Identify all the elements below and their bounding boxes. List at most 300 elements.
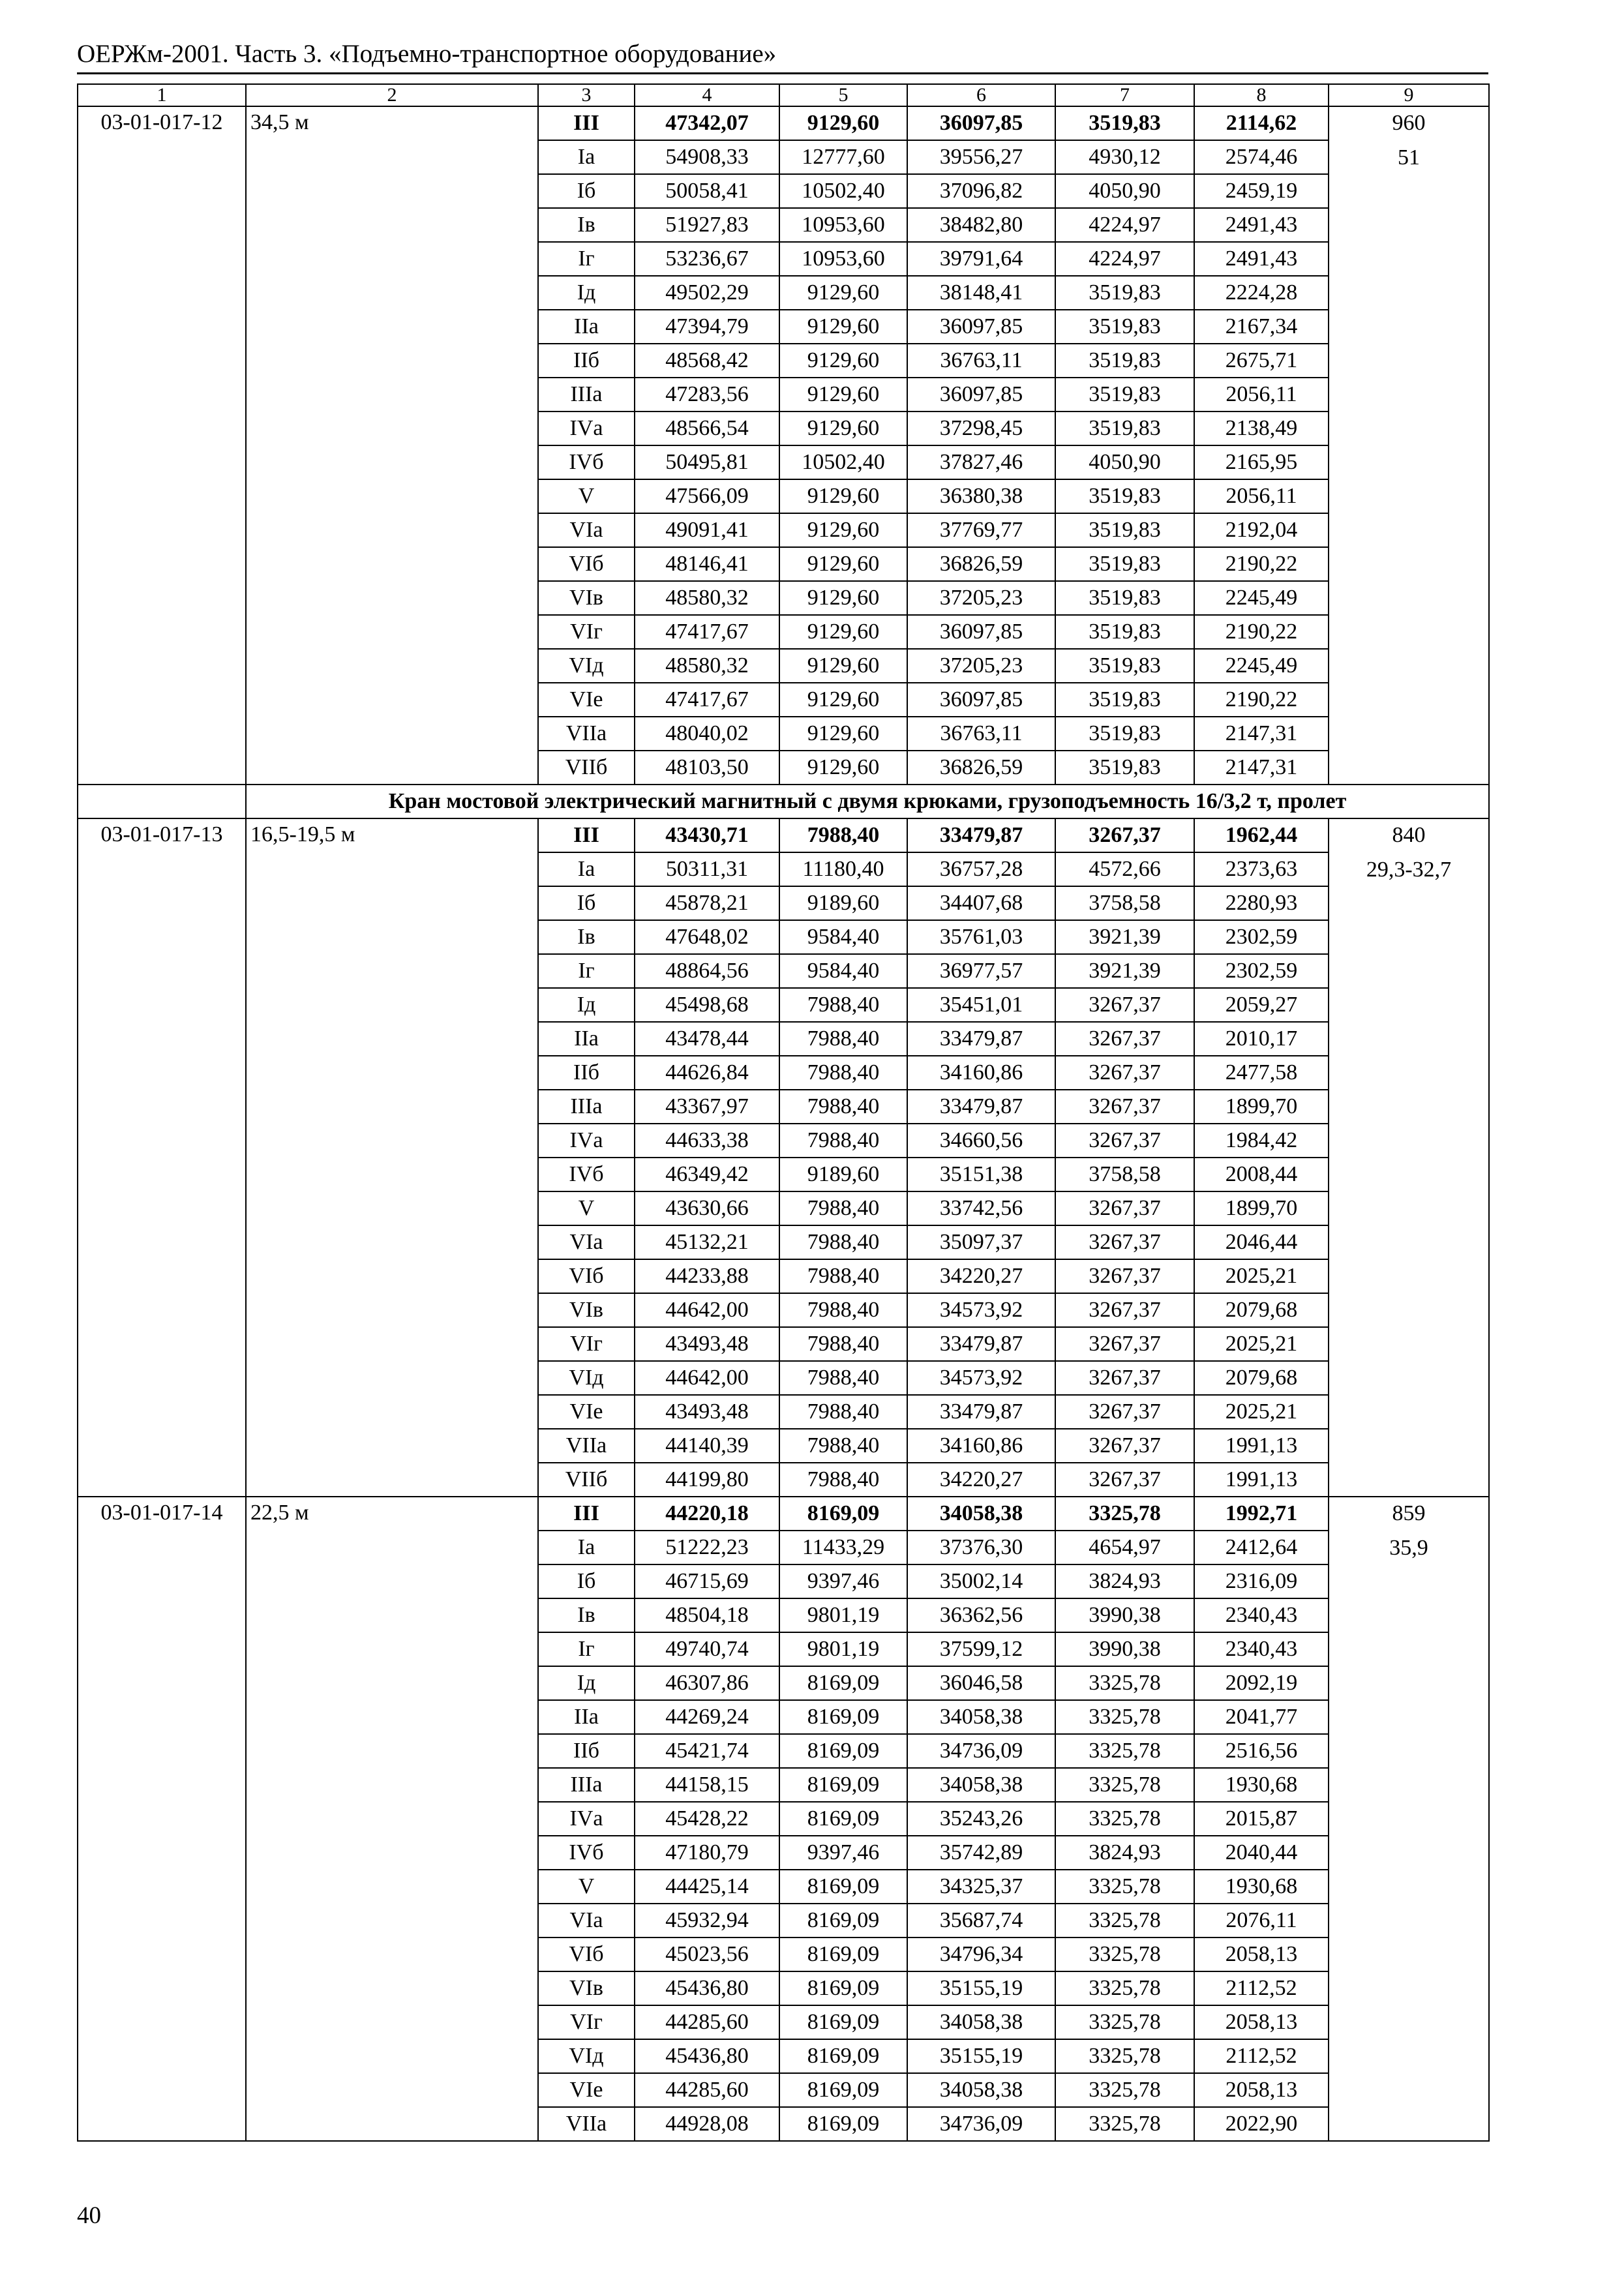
- region-category: Iа: [538, 852, 635, 886]
- cost-value: 4224,97: [1055, 242, 1194, 276]
- column-number: 2: [246, 84, 538, 106]
- region-category: III: [538, 106, 635, 140]
- cost-value: 34325,37: [907, 1870, 1055, 1904]
- cost-value: 3325,78: [1055, 1937, 1194, 1971]
- region-category: Iг: [538, 242, 635, 276]
- section-title: Кран мостовой электрический магнитный с двумя крюками, грузоподъемность 16/3,2 т, пролет: [246, 785, 1489, 818]
- cost-value: 47566,09: [635, 479, 779, 513]
- cost-value: 3519,83: [1055, 310, 1194, 344]
- cost-value: 48040,02: [635, 717, 779, 751]
- section-title-cell-blank: [78, 785, 246, 818]
- cost-value: 3267,37: [1055, 1293, 1194, 1327]
- cost-value: 3267,37: [1055, 818, 1194, 852]
- cost-value: 7988,40: [779, 1090, 907, 1124]
- cost-value: 35243,26: [907, 1802, 1055, 1836]
- region-category: IVб: [538, 1158, 635, 1191]
- cost-value: 45132,21: [635, 1225, 779, 1259]
- region-category: III: [538, 1497, 635, 1531]
- cost-value: 3921,39: [1055, 954, 1194, 988]
- cost-value: 46715,69: [635, 1564, 779, 1598]
- cost-value: 33742,56: [907, 1191, 1055, 1225]
- region-category: VIв: [538, 581, 635, 615]
- cost-value: 9129,60: [779, 717, 907, 751]
- cost-value: 2459,19: [1194, 174, 1329, 208]
- region-category: VIб: [538, 1937, 635, 1971]
- cost-value: 9129,60: [779, 276, 907, 310]
- cost-value: 44220,18: [635, 1497, 779, 1531]
- cost-value: 33479,87: [907, 818, 1055, 852]
- cost-value: 3519,83: [1055, 649, 1194, 683]
- cost-value: 45436,80: [635, 1971, 779, 2005]
- cost-value: 43493,48: [635, 1327, 779, 1361]
- cost-value: 7988,40: [779, 1225, 907, 1259]
- cost-value: 2477,58: [1194, 1056, 1329, 1090]
- cost-value: 9189,60: [779, 886, 907, 920]
- region-category: IIIа: [538, 378, 635, 411]
- cost-value: 36763,11: [907, 717, 1055, 751]
- table-row: [78, 1497, 1489, 1531]
- cost-value: 2574,46: [1194, 140, 1329, 174]
- cost-value: 33479,87: [907, 1022, 1055, 1056]
- cost-value: 1991,13: [1194, 1429, 1329, 1463]
- cost-value: 2302,59: [1194, 954, 1329, 988]
- price-table: [77, 83, 1490, 2142]
- cost-value: 3519,83: [1055, 581, 1194, 615]
- cost-value: 1984,42: [1194, 1124, 1329, 1158]
- region-category: VIа: [538, 513, 635, 547]
- cost-value: 7988,40: [779, 1124, 907, 1158]
- cost-value: 3267,37: [1055, 1429, 1194, 1463]
- region-category: Iв: [538, 1598, 635, 1632]
- cost-value: 3325,78: [1055, 2107, 1194, 2141]
- cost-value: 36362,56: [907, 1598, 1055, 1632]
- cost-value: 3519,83: [1055, 411, 1194, 445]
- cost-value: 2491,43: [1194, 208, 1329, 242]
- region-category: IIб: [538, 1734, 635, 1768]
- cost-value: 43367,97: [635, 1090, 779, 1124]
- cost-value: 11180,40: [779, 852, 907, 886]
- cost-value: 2079,68: [1194, 1361, 1329, 1395]
- cost-value: 3267,37: [1055, 1463, 1194, 1497]
- cost-value: 2040,44: [1194, 1836, 1329, 1870]
- cost-value: 2316,09: [1194, 1564, 1329, 1598]
- region-category: IIа: [538, 310, 635, 344]
- cost-value: 9801,19: [779, 1632, 907, 1666]
- cost-value: 3325,78: [1055, 1870, 1194, 1904]
- column-number: 8: [1194, 84, 1329, 106]
- cost-value: 34160,86: [907, 1056, 1055, 1090]
- cost-value: 4654,97: [1055, 1531, 1194, 1564]
- cost-value: 2025,21: [1194, 1259, 1329, 1293]
- cost-value: 3325,78: [1055, 1497, 1194, 1531]
- cost-value: 43430,71: [635, 818, 779, 852]
- cost-value: 8169,09: [779, 1937, 907, 1971]
- cost-value: 9584,40: [779, 920, 907, 954]
- cost-value: 47417,67: [635, 615, 779, 649]
- cost-value: 43478,44: [635, 1022, 779, 1056]
- rate-code: 03-01-017-13: [78, 818, 246, 1497]
- cost-value: 1930,68: [1194, 1768, 1329, 1802]
- region-category: Iа: [538, 1531, 635, 1564]
- cost-value: 1930,68: [1194, 1870, 1329, 1904]
- cost-value: 37205,23: [907, 581, 1055, 615]
- cost-value: 2010,17: [1194, 1022, 1329, 1056]
- cost-value: 3519,83: [1055, 378, 1194, 411]
- cost-value: 3267,37: [1055, 1056, 1194, 1090]
- cost-value: 2008,44: [1194, 1158, 1329, 1191]
- region-category: IVа: [538, 411, 635, 445]
- region-category: IIIа: [538, 1090, 635, 1124]
- cost-value: 9129,60: [779, 547, 907, 581]
- cost-value: 36097,85: [907, 310, 1055, 344]
- region-category: VIд: [538, 1361, 635, 1395]
- cost-value: 47180,79: [635, 1836, 779, 1870]
- cost-value: 34160,86: [907, 1429, 1055, 1463]
- cost-value: 34058,38: [907, 1700, 1055, 1734]
- cost-value: 3325,78: [1055, 1971, 1194, 2005]
- cost-value: 2190,22: [1194, 547, 1329, 581]
- cost-value: 2056,11: [1194, 378, 1329, 411]
- cost-value: 9129,60: [779, 106, 907, 140]
- cost-value: 3267,37: [1055, 1022, 1194, 1056]
- region-category: Iб: [538, 1564, 635, 1598]
- cost-value: 2190,22: [1194, 615, 1329, 649]
- region-category: VIг: [538, 2005, 635, 2039]
- cost-value: 3325,78: [1055, 1666, 1194, 1700]
- cost-value: 2340,43: [1194, 1632, 1329, 1666]
- cost-value: 3519,83: [1055, 751, 1194, 785]
- cost-value: 12777,60: [779, 140, 907, 174]
- cost-value: 4050,90: [1055, 174, 1194, 208]
- cost-value: 44626,84: [635, 1056, 779, 1090]
- cost-value: 9129,60: [779, 411, 907, 445]
- column-number: 7: [1055, 84, 1194, 106]
- region-category: VIIа: [538, 1429, 635, 1463]
- cost-value: 47342,07: [635, 106, 779, 140]
- span-value: 16,5-19,5 м: [246, 818, 538, 1497]
- cost-value: 4050,90: [1055, 445, 1194, 479]
- region-category: VIе: [538, 683, 635, 717]
- cost-value: 8169,09: [779, 1666, 907, 1700]
- cost-value: 48566,54: [635, 411, 779, 445]
- cost-value: 37205,23: [907, 649, 1055, 683]
- column-9-values: [1329, 1497, 1489, 2141]
- cost-value: 35761,03: [907, 920, 1055, 954]
- cost-value: 1992,71: [1194, 1497, 1329, 1531]
- span-value: 34,5 м: [246, 106, 538, 785]
- cost-value: 3519,83: [1055, 717, 1194, 751]
- cost-value: 2491,43: [1194, 242, 1329, 276]
- cost-value: 47283,56: [635, 378, 779, 411]
- cost-value: 1991,13: [1194, 1463, 1329, 1497]
- cost-value: 8169,09: [779, 1497, 907, 1531]
- region-category: IVб: [538, 1836, 635, 1870]
- cost-value: 34220,27: [907, 1463, 1055, 1497]
- region-category: VIIб: [538, 751, 635, 785]
- cost-value: 36826,59: [907, 751, 1055, 785]
- cost-value: 39791,64: [907, 242, 1055, 276]
- cost-value: 9129,60: [779, 683, 907, 717]
- cost-value: 47648,02: [635, 920, 779, 954]
- column-number: 4: [635, 84, 779, 106]
- column-9-value: 51: [1398, 145, 1420, 170]
- region-category: Iв: [538, 920, 635, 954]
- section-title-row: [78, 785, 1489, 818]
- cost-value: 33479,87: [907, 1090, 1055, 1124]
- cost-value: 7988,40: [779, 1056, 907, 1090]
- cost-value: 45878,21: [635, 886, 779, 920]
- cost-value: 37298,45: [907, 411, 1055, 445]
- cost-value: 45421,74: [635, 1734, 779, 1768]
- cost-value: 46307,86: [635, 1666, 779, 1700]
- region-category: VIг: [538, 1327, 635, 1361]
- cost-value: 2280,93: [1194, 886, 1329, 920]
- cost-value: 34660,56: [907, 1124, 1055, 1158]
- cost-value: 50495,81: [635, 445, 779, 479]
- cost-value: 44285,60: [635, 2073, 779, 2107]
- region-category: IIб: [538, 1056, 635, 1090]
- cost-value: 3325,78: [1055, 2073, 1194, 2107]
- cost-value: 9801,19: [779, 1598, 907, 1632]
- cost-value: 3519,83: [1055, 615, 1194, 649]
- region-category: IIIа: [538, 1768, 635, 1802]
- cost-value: 7988,40: [779, 1361, 907, 1395]
- cost-value: 2058,13: [1194, 2005, 1329, 2039]
- cost-value: 2192,04: [1194, 513, 1329, 547]
- cost-value: 10502,40: [779, 174, 907, 208]
- cost-value: 38148,41: [907, 276, 1055, 310]
- cost-value: 48580,32: [635, 581, 779, 615]
- column-9-value: 35,9: [1389, 1536, 1428, 1560]
- cost-value: 9397,46: [779, 1836, 907, 1870]
- cost-value: 2058,13: [1194, 2073, 1329, 2107]
- cost-value: 37376,30: [907, 1531, 1055, 1564]
- cost-value: 36097,85: [907, 683, 1055, 717]
- region-category: VIв: [538, 1293, 635, 1327]
- cost-value: 3267,37: [1055, 988, 1194, 1022]
- cost-value: 3921,39: [1055, 920, 1194, 954]
- cost-value: 8169,09: [779, 1802, 907, 1836]
- column-number: 9: [1329, 84, 1489, 106]
- cost-value: 8169,09: [779, 2005, 907, 2039]
- cost-value: 44269,24: [635, 1700, 779, 1734]
- cost-value: 48103,50: [635, 751, 779, 785]
- cost-value: 8169,09: [779, 1904, 907, 1937]
- cost-value: 3325,78: [1055, 2005, 1194, 2039]
- cost-value: 2147,31: [1194, 717, 1329, 751]
- region-category: VIб: [538, 1259, 635, 1293]
- cost-value: 48504,18: [635, 1598, 779, 1632]
- cost-value: 8169,09: [779, 1768, 907, 1802]
- cost-value: 8169,09: [779, 1971, 907, 2005]
- cost-value: 3990,38: [1055, 1598, 1194, 1632]
- cost-value: 3824,93: [1055, 1836, 1194, 1870]
- cost-value: 34796,34: [907, 1937, 1055, 1971]
- column-9-value: 859: [1392, 1501, 1426, 1525]
- cost-value: 35451,01: [907, 988, 1055, 1022]
- cost-value: 2056,11: [1194, 479, 1329, 513]
- cost-value: 2224,28: [1194, 276, 1329, 310]
- cost-value: 44633,38: [635, 1124, 779, 1158]
- cost-value: 35002,14: [907, 1564, 1055, 1598]
- cost-value: 3325,78: [1055, 1802, 1194, 1836]
- cost-value: 4930,12: [1055, 140, 1194, 174]
- column-number: 1: [78, 84, 246, 106]
- cost-value: 2516,56: [1194, 1734, 1329, 1768]
- cost-value: 2114,62: [1194, 106, 1329, 140]
- cost-value: 8169,09: [779, 2107, 907, 2141]
- region-category: VIб: [538, 547, 635, 581]
- cost-value: 37769,77: [907, 513, 1055, 547]
- cost-value: 34736,09: [907, 1734, 1055, 1768]
- cost-value: 2138,49: [1194, 411, 1329, 445]
- cost-value: 7988,40: [779, 1395, 907, 1429]
- cost-value: 9397,46: [779, 1564, 907, 1598]
- span-value: 22,5 м: [246, 1497, 538, 2141]
- cost-value: 44928,08: [635, 2107, 779, 2141]
- region-category: Iд: [538, 276, 635, 310]
- cost-value: 36757,28: [907, 852, 1055, 886]
- cost-value: 2046,44: [1194, 1225, 1329, 1259]
- cost-value: 8169,09: [779, 1870, 907, 1904]
- cost-value: 1899,70: [1194, 1090, 1329, 1124]
- cost-value: 3519,83: [1055, 683, 1194, 717]
- cost-value: 2302,59: [1194, 920, 1329, 954]
- cost-value: 44642,00: [635, 1293, 779, 1327]
- cost-value: 3824,93: [1055, 1564, 1194, 1598]
- cost-value: 35155,19: [907, 2039, 1055, 2073]
- cost-value: 9129,60: [779, 479, 907, 513]
- cost-value: 2041,77: [1194, 1700, 1329, 1734]
- column-number: 6: [907, 84, 1055, 106]
- cost-value: 34058,38: [907, 1497, 1055, 1531]
- header-rule: [77, 72, 1488, 74]
- cost-value: 3267,37: [1055, 1259, 1194, 1293]
- cost-value: 10953,60: [779, 242, 907, 276]
- column-9-value: 29,3-32,7: [1366, 858, 1452, 882]
- cost-value: 2412,64: [1194, 1531, 1329, 1564]
- cost-value: 43630,66: [635, 1191, 779, 1225]
- cost-value: 44158,15: [635, 1768, 779, 1802]
- region-category: IIа: [538, 1700, 635, 1734]
- cost-value: 36046,58: [907, 1666, 1055, 1700]
- cost-value: 46349,42: [635, 1158, 779, 1191]
- cost-value: 45428,22: [635, 1802, 779, 1836]
- column-9-values: [1329, 818, 1489, 1497]
- cost-value: 9129,60: [779, 649, 907, 683]
- cost-value: 7988,40: [779, 988, 907, 1022]
- cost-value: 44425,14: [635, 1870, 779, 1904]
- cost-value: 34573,92: [907, 1293, 1055, 1327]
- cost-value: 3519,83: [1055, 276, 1194, 310]
- cost-value: 9129,60: [779, 513, 907, 547]
- cost-value: 3758,58: [1055, 886, 1194, 920]
- region-category: Iг: [538, 1632, 635, 1666]
- cost-value: 44140,39: [635, 1429, 779, 1463]
- cost-value: 9129,60: [779, 615, 907, 649]
- column-9-value: 960: [1392, 111, 1426, 135]
- cost-value: 37827,46: [907, 445, 1055, 479]
- cost-value: 9129,60: [779, 344, 907, 378]
- cost-value: 7988,40: [779, 1293, 907, 1327]
- region-category: Iа: [538, 140, 635, 174]
- cost-value: 36763,11: [907, 344, 1055, 378]
- cost-value: 9584,40: [779, 954, 907, 988]
- cost-value: 2025,21: [1194, 1327, 1329, 1361]
- cost-value: 47394,79: [635, 310, 779, 344]
- cost-value: 33479,87: [907, 1395, 1055, 1429]
- cost-value: 44233,88: [635, 1259, 779, 1293]
- column-9-values: [1329, 106, 1489, 785]
- cost-value: 3267,37: [1055, 1361, 1194, 1395]
- cost-value: 48580,32: [635, 649, 779, 683]
- cost-value: 34220,27: [907, 1259, 1055, 1293]
- cost-value: 44285,60: [635, 2005, 779, 2039]
- cost-value: 2058,13: [1194, 1937, 1329, 1971]
- cost-value: 7988,40: [779, 1259, 907, 1293]
- cost-value: 3325,78: [1055, 1734, 1194, 1768]
- cost-value: 2112,52: [1194, 2039, 1329, 2073]
- cost-value: 35687,74: [907, 1904, 1055, 1937]
- cost-value: 45023,56: [635, 1937, 779, 1971]
- cost-value: 39556,27: [907, 140, 1055, 174]
- cost-value: 35742,89: [907, 1836, 1055, 1870]
- region-category: Iб: [538, 174, 635, 208]
- cost-value: 3519,83: [1055, 479, 1194, 513]
- cost-value: 34058,38: [907, 2005, 1055, 2039]
- cost-value: 7988,40: [779, 1191, 907, 1225]
- region-category: VIIб: [538, 1463, 635, 1497]
- region-category: VIг: [538, 615, 635, 649]
- cost-value: 2015,87: [1194, 1802, 1329, 1836]
- cost-value: 10502,40: [779, 445, 907, 479]
- cost-value: 49091,41: [635, 513, 779, 547]
- cost-value: 2112,52: [1194, 1971, 1329, 2005]
- region-category: VIв: [538, 1971, 635, 2005]
- cost-value: 35151,38: [907, 1158, 1055, 1191]
- cost-value: 3519,83: [1055, 547, 1194, 581]
- region-category: VIа: [538, 1225, 635, 1259]
- cost-value: 2190,22: [1194, 683, 1329, 717]
- cost-value: 11433,29: [779, 1531, 907, 1564]
- cost-value: 2092,19: [1194, 1666, 1329, 1700]
- cost-value: 4224,97: [1055, 208, 1194, 242]
- cost-value: 3267,37: [1055, 1124, 1194, 1158]
- cost-value: 45932,94: [635, 1904, 779, 1937]
- cost-value: 3325,78: [1055, 1768, 1194, 1802]
- cost-value: 47417,67: [635, 683, 779, 717]
- cost-value: 51222,23: [635, 1531, 779, 1564]
- cost-value: 34573,92: [907, 1361, 1055, 1395]
- cost-value: 2167,34: [1194, 310, 1329, 344]
- cost-value: 36097,85: [907, 106, 1055, 140]
- cost-value: 2147,31: [1194, 751, 1329, 785]
- rate-code: 03-01-017-14: [78, 1497, 246, 2141]
- cost-value: 2245,49: [1194, 649, 1329, 683]
- cost-value: 34058,38: [907, 1768, 1055, 1802]
- cost-value: 51927,83: [635, 208, 779, 242]
- region-category: VIд: [538, 2039, 635, 2073]
- cost-value: 2373,63: [1194, 852, 1329, 886]
- cost-value: 35097,37: [907, 1225, 1055, 1259]
- cost-value: 3990,38: [1055, 1632, 1194, 1666]
- rate-code: 03-01-017-12: [78, 106, 246, 785]
- cost-value: 45498,68: [635, 988, 779, 1022]
- cost-value: 48568,42: [635, 344, 779, 378]
- region-category: IIа: [538, 1022, 635, 1056]
- cost-value: 7988,40: [779, 1022, 907, 1056]
- region-category: Iв: [538, 208, 635, 242]
